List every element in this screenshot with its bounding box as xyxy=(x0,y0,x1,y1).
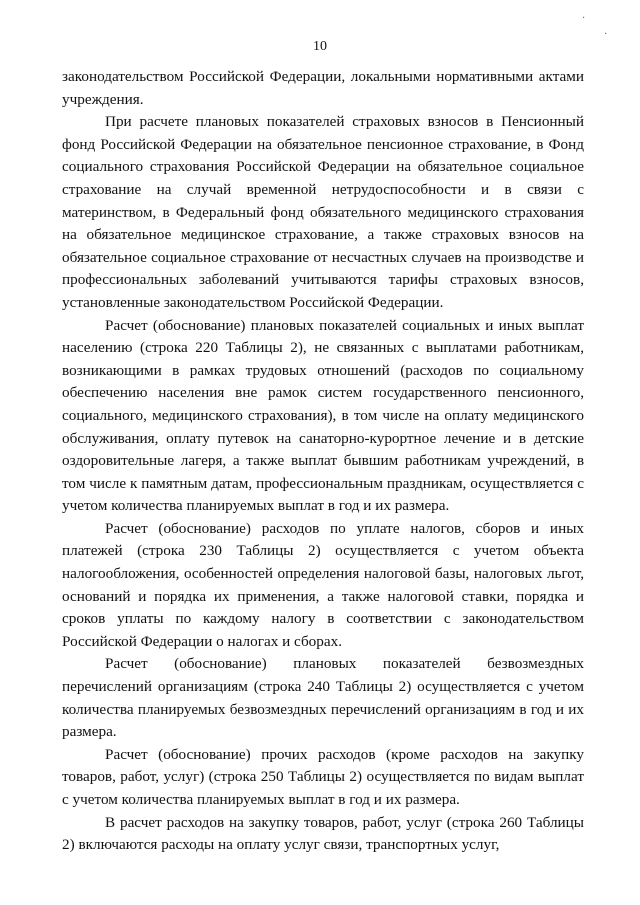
paragraph: законодательством Российской Федерации, локальными нормативными актами учреждения. xyxy=(62,68,584,108)
paragraph: Расчет (обоснование) прочих расходов (кроме расходов на закупку товаров, работ, услуг) (строка 250 Таблицы 2) осуществляется по видам выплат с учетом количества планируемых выплат в год и их размера. xyxy=(62,745,584,808)
document-body xyxy=(62,66,584,857)
scan-artifact-mark: · xyxy=(604,29,608,40)
paragraph: Расчет (обоснование) плановых показателей социальных и иных выплат населению (строка 220 Таблицы 2), не связанных с выплатами работникам, возникающими в рамках трудовых отношений (расходов по социальному обеспечению населения вне рамок систем государственного пенсионного, социального, медицинского страхования), в том числе на оплату медицинского обслуживания, оплату путевок на санаторно-курортное лечение и в детские оздоровительные лагеря, а также выплат бывшим работникам учреждений, в том числе к памятным датам, профессиональным праздникам, осуществляется с учетом количества планируемых выплат в год и их размера. xyxy=(62,316,584,515)
scan-artifact-mark: · xyxy=(582,13,586,24)
page-number: 10 xyxy=(313,39,327,54)
paragraph: Расчет (обоснование) плановых показателей безвозмездных перечислений организациям (строка 240 Таблицы 2) осуществляется с учетом количества планируемых безвозмездных перечислений организациям в год и их размера. xyxy=(62,655,584,741)
paragraph: При расчете плановых показателей страховых взносов в Пенсионный фонд Российской Федерации на обязательное пенсионное страхование, в Фонд социального страхования Российской Федерации на обязательное социальное страхование на случай временной нетрудоспособности и в связи с материнством, в Федеральный фонд обязательного медицинского страхования на обязательное медицинское страхование, а также страховых взносов на обязательное социальное страхование от несчастных случаев на производстве и профессиональных заболеваний учитываются тарифы страховых взносов, установленные законодательством Российской Федерации. xyxy=(62,113,584,311)
paragraph: В расчет расходов на закупку товаров, работ, услуг (строка 260 Таблицы 2) включаются расходы на оплату услуг связи, транспортных услуг, xyxy=(62,813,584,854)
paragraph: Расчет (обоснование) расходов по уплате налогов, сборов и иных платежей (строка 230 Таблицы 2) осуществляется с учетом объекта налогообложения, особенностей определения налоговой базы, налоговых льгот, оснований и порядка их применения, а также налоговой ставки, порядка и сроков уплаты по каждому налогу в соответствии с законодательством Российской Федерации о налогах и сборах. xyxy=(62,519,584,650)
